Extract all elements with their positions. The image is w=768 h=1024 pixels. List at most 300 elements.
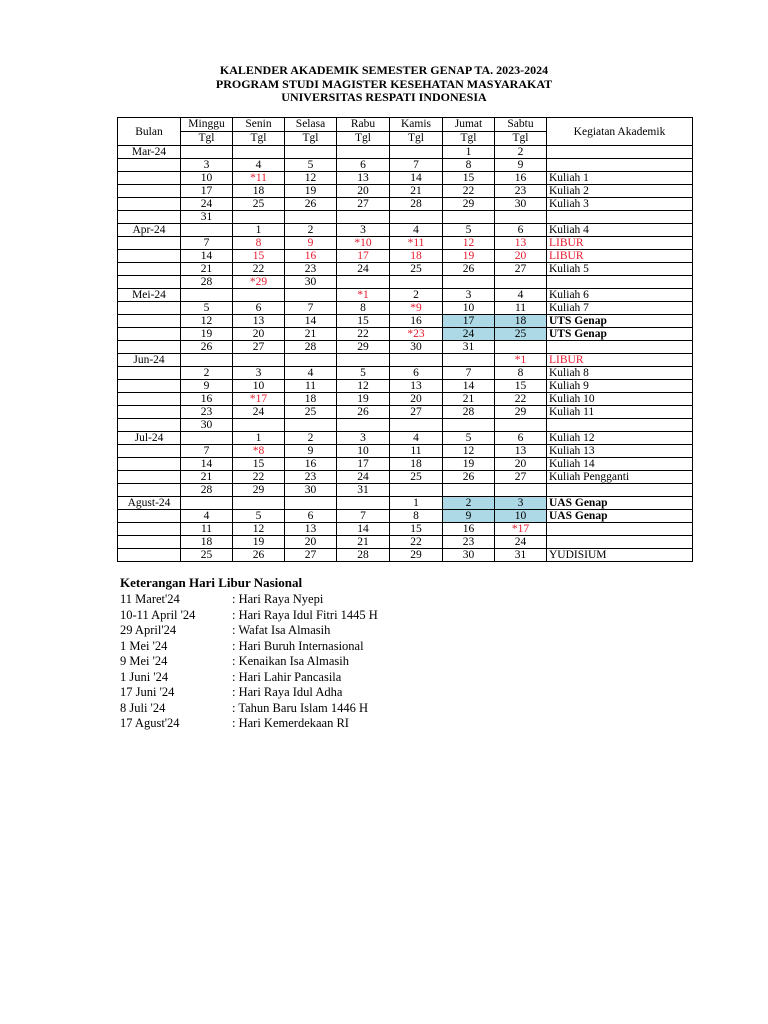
date-cell: 2: [181, 367, 233, 380]
date-cell: 26: [233, 549, 285, 562]
date-cell: 22: [233, 263, 285, 276]
date-cell: 15: [337, 315, 390, 328]
holiday-note-item: [120, 623, 378, 639]
date-cell: 6: [390, 367, 443, 380]
calendar-row: [118, 484, 693, 497]
date-cell: 18: [181, 536, 233, 549]
date-cell: 11: [181, 523, 233, 536]
date-cell: 5: [181, 302, 233, 315]
date-cell: *17: [233, 393, 285, 406]
header-bulan: Bulan: [118, 118, 181, 146]
activity-cell: Kuliah 8: [547, 367, 693, 380]
holiday-note-item: [120, 701, 378, 717]
date-cell: 4: [181, 510, 233, 523]
header-day-minggu: Minggu: [181, 118, 233, 132]
month-cell: [118, 341, 181, 354]
date-cell: 30: [285, 276, 337, 289]
date-cell: 24: [337, 471, 390, 484]
activity-cell: [547, 419, 693, 432]
holiday-note-item: [120, 685, 378, 701]
date-cell: 3: [337, 432, 390, 445]
holiday-description: : Tahun Baru Islam 1446 H: [232, 700, 369, 715]
date-cell: 25: [233, 198, 285, 211]
date-cell: 15: [233, 250, 285, 263]
date-cell: 12: [181, 315, 233, 328]
date-cell: 6: [233, 302, 285, 315]
calendar-row: [118, 237, 693, 250]
month-cell: Mar-24: [118, 146, 181, 159]
date-cell: 2: [443, 497, 495, 510]
holiday-description: : Hari Lahir Pancasila: [232, 669, 342, 684]
date-cell: 4: [495, 289, 547, 302]
date-cell: 26: [285, 198, 337, 211]
date-cell: 21: [285, 328, 337, 341]
date-cell: 18: [495, 315, 547, 328]
date-cell: 16: [390, 315, 443, 328]
date-cell: 17: [337, 250, 390, 263]
date-cell: 8: [233, 237, 285, 250]
activity-cell: UTS Genap: [547, 315, 693, 328]
activity-cell: [547, 211, 693, 224]
date-cell: 20: [495, 458, 547, 471]
holiday-description: : Wafat Isa Almasih: [232, 623, 331, 637]
date-cell: [337, 276, 390, 289]
activity-cell: LIBUR: [547, 354, 693, 367]
header-tgl: Tgl: [233, 132, 285, 146]
holiday-note-item: [120, 716, 378, 732]
date-cell: 17: [337, 458, 390, 471]
date-cell: 30: [443, 549, 495, 562]
date-cell: 23: [181, 406, 233, 419]
month-cell: [118, 276, 181, 289]
date-cell: 25: [390, 263, 443, 276]
activity-cell: Kuliah 1: [547, 172, 693, 185]
header-tgl: Tgl: [181, 132, 233, 146]
calendar-row: [118, 536, 693, 549]
holiday-date: 1 Juni '24: [120, 669, 169, 684]
holiday-date: 8 Juli '24: [120, 700, 166, 715]
date-cell: 11: [390, 445, 443, 458]
date-cell: 16: [285, 250, 337, 263]
date-cell: 23: [285, 471, 337, 484]
month-cell: [118, 419, 181, 432]
date-cell: 7: [285, 302, 337, 315]
date-cell: [495, 419, 547, 432]
holiday-description: : Hari Raya Idul Fitri 1445 H: [232, 607, 378, 622]
date-cell: 1: [233, 432, 285, 445]
month-cell: [118, 302, 181, 315]
activity-cell: Kuliah 9: [547, 380, 693, 393]
date-cell: 8: [390, 510, 443, 523]
calendar-row: [118, 276, 693, 289]
activity-cell: YUDISIUM: [547, 549, 693, 562]
calendar-row: [118, 211, 693, 224]
date-cell: 31: [181, 211, 233, 224]
calendar-row: [118, 302, 693, 315]
date-cell: 3: [495, 497, 547, 510]
date-cell: 15: [233, 458, 285, 471]
activity-cell: LIBUR: [547, 250, 693, 263]
date-cell: 24: [181, 198, 233, 211]
date-cell: 14: [181, 250, 233, 263]
calendar-row: [118, 393, 693, 406]
date-cell: 8: [443, 159, 495, 172]
date-cell: [390, 211, 443, 224]
date-cell: 3: [181, 159, 233, 172]
date-cell: 20: [390, 393, 443, 406]
activity-cell: Kuliah 7: [547, 302, 693, 315]
date-cell: 20: [337, 185, 390, 198]
notes-list: [120, 592, 378, 732]
date-cell: 13: [233, 315, 285, 328]
month-cell: [118, 315, 181, 328]
date-cell: [181, 354, 233, 367]
date-cell: 19: [181, 328, 233, 341]
date-cell: 21: [337, 536, 390, 549]
date-cell: 18: [233, 185, 285, 198]
date-cell: *23: [390, 328, 443, 341]
date-cell: 30: [495, 198, 547, 211]
date-cell: 1: [443, 146, 495, 159]
date-cell: 5: [233, 510, 285, 523]
month-cell: [118, 185, 181, 198]
date-cell: 25: [390, 471, 443, 484]
date-cell: 22: [443, 185, 495, 198]
holiday-date: 9 Mei '24: [120, 654, 168, 668]
date-cell: 3: [443, 289, 495, 302]
calendar-row: [118, 328, 693, 341]
calendar-row: [118, 523, 693, 536]
date-cell: 9: [285, 237, 337, 250]
holiday-description: : Hari Raya Idul Adha: [232, 685, 343, 699]
holiday-note-item: [120, 670, 378, 686]
activity-cell: [547, 536, 693, 549]
month-cell: [118, 406, 181, 419]
date-cell: [285, 497, 337, 510]
date-cell: 7: [390, 159, 443, 172]
date-cell: 10: [337, 445, 390, 458]
date-cell: 2: [285, 224, 337, 237]
date-cell: [390, 419, 443, 432]
date-cell: *29: [233, 276, 285, 289]
date-cell: 22: [495, 393, 547, 406]
date-cell: 24: [443, 328, 495, 341]
date-cell: 11: [285, 380, 337, 393]
header-day-kamis: Kamis: [390, 118, 443, 132]
activity-cell: Kuliah 13: [547, 445, 693, 458]
activity-cell: [547, 523, 693, 536]
date-cell: *11: [390, 237, 443, 250]
date-cell: [495, 484, 547, 497]
header-day-rabu: Rabu: [337, 118, 390, 132]
month-cell: [118, 549, 181, 562]
holiday-date: 29 April'24: [120, 623, 177, 637]
date-cell: 24: [233, 406, 285, 419]
calendar-table: [117, 117, 693, 562]
date-cell: 16: [181, 393, 233, 406]
holiday-note-item: [120, 639, 378, 655]
activity-cell: [547, 341, 693, 354]
date-cell: 9: [495, 159, 547, 172]
date-cell: 27: [337, 198, 390, 211]
date-cell: 19: [337, 393, 390, 406]
date-cell: *1: [337, 289, 390, 302]
calendar-row: [118, 185, 693, 198]
date-cell: 6: [285, 510, 337, 523]
date-cell: *8: [233, 445, 285, 458]
date-cell: 14: [285, 315, 337, 328]
date-cell: [285, 354, 337, 367]
activity-cell: [547, 484, 693, 497]
date-cell: 4: [390, 432, 443, 445]
header-day-selasa: Selasa: [285, 118, 337, 132]
date-cell: 23: [443, 536, 495, 549]
date-cell: 14: [390, 172, 443, 185]
document-title: [0, 64, 768, 105]
calendar-row: [118, 250, 693, 263]
date-cell: [390, 276, 443, 289]
date-cell: 12: [443, 445, 495, 458]
date-cell: 20: [285, 536, 337, 549]
date-cell: 21: [181, 471, 233, 484]
date-cell: 29: [495, 406, 547, 419]
month-cell: Agust-24: [118, 497, 181, 510]
date-cell: 28: [181, 276, 233, 289]
month-cell: [118, 445, 181, 458]
date-cell: 20: [233, 328, 285, 341]
activity-cell: Kuliah 5: [547, 263, 693, 276]
calendar-row: [118, 419, 693, 432]
date-cell: 16: [495, 172, 547, 185]
date-cell: [390, 484, 443, 497]
header-tgl: Tgl: [443, 132, 495, 146]
date-cell: [495, 341, 547, 354]
date-cell: 13: [495, 445, 547, 458]
date-cell: 13: [390, 380, 443, 393]
date-cell: 12: [337, 380, 390, 393]
date-cell: 18: [390, 458, 443, 471]
month-cell: [118, 159, 181, 172]
calendar-row: [118, 224, 693, 237]
date-cell: [181, 224, 233, 237]
date-cell: 28: [443, 406, 495, 419]
date-cell: 10: [233, 380, 285, 393]
date-cell: 10: [495, 510, 547, 523]
date-cell: 22: [390, 536, 443, 549]
calendar-row: [118, 471, 693, 484]
date-cell: 2: [390, 289, 443, 302]
date-cell: [337, 354, 390, 367]
date-cell: *1: [495, 354, 547, 367]
date-cell: 10: [181, 172, 233, 185]
date-cell: 22: [337, 328, 390, 341]
holiday-date: 10-11 April '24: [120, 607, 196, 622]
date-cell: 5: [337, 367, 390, 380]
month-cell: [118, 380, 181, 393]
date-cell: 30: [390, 341, 443, 354]
month-cell: Jul-24: [118, 432, 181, 445]
date-cell: 13: [495, 237, 547, 250]
date-cell: 29: [233, 484, 285, 497]
date-cell: 14: [181, 458, 233, 471]
date-cell: 7: [181, 237, 233, 250]
calendar-row: [118, 289, 693, 302]
header-tgl: Tgl: [285, 132, 337, 146]
month-cell: [118, 211, 181, 224]
date-cell: 25: [181, 549, 233, 562]
date-cell: 19: [443, 250, 495, 263]
activity-cell: UTS Genap: [547, 328, 693, 341]
date-cell: [181, 289, 233, 302]
date-cell: 4: [285, 367, 337, 380]
date-cell: 9: [285, 445, 337, 458]
activity-cell: Kuliah 14: [547, 458, 693, 471]
date-cell: 1: [233, 224, 285, 237]
calendar-row: [118, 458, 693, 471]
month-cell: [118, 367, 181, 380]
date-cell: *11: [233, 172, 285, 185]
activity-cell: UAS Genap: [547, 497, 693, 510]
activity-cell: Kuliah Pengganti: [547, 471, 693, 484]
date-cell: [233, 211, 285, 224]
activity-cell: Kuliah 4: [547, 224, 693, 237]
holiday-notes: [120, 575, 378, 732]
month-cell: Apr-24: [118, 224, 181, 237]
notes-title: Keterangan Hari Libur Nasional: [120, 575, 303, 590]
date-cell: [285, 146, 337, 159]
date-cell: 6: [337, 159, 390, 172]
date-cell: [337, 146, 390, 159]
calendar-row: [118, 341, 693, 354]
date-cell: 5: [285, 159, 337, 172]
holiday-description: : Hari Raya Nyepi: [232, 592, 324, 606]
date-cell: 4: [390, 224, 443, 237]
date-cell: 10: [443, 302, 495, 315]
month-cell: [118, 471, 181, 484]
date-cell: 21: [181, 263, 233, 276]
date-cell: 6: [495, 432, 547, 445]
date-cell: [233, 289, 285, 302]
date-cell: [233, 354, 285, 367]
date-cell: 31: [443, 341, 495, 354]
month-cell: Mei-24: [118, 289, 181, 302]
date-cell: 28: [337, 549, 390, 562]
date-cell: 13: [337, 172, 390, 185]
title-line-2: PROGRAM STUDI MAGISTER KESEHATAN MASYARAKAT: [215, 76, 553, 91]
calendar-row: [118, 445, 693, 458]
date-cell: 17: [181, 185, 233, 198]
date-cell: 7: [443, 367, 495, 380]
calendar-row: [118, 159, 693, 172]
date-cell: 8: [337, 302, 390, 315]
date-cell: 7: [337, 510, 390, 523]
date-cell: 30: [181, 419, 233, 432]
date-cell: 17: [443, 315, 495, 328]
title-line-3: UNIVERSITAS RESPATI INDONESIA: [281, 90, 487, 104]
header-tgl: Tgl: [495, 132, 547, 146]
date-cell: 24: [495, 536, 547, 549]
month-cell: Jun-24: [118, 354, 181, 367]
date-cell: [443, 276, 495, 289]
date-cell: 31: [337, 484, 390, 497]
date-cell: [181, 432, 233, 445]
activity-cell: UAS Genap: [547, 510, 693, 523]
date-cell: 5: [443, 432, 495, 445]
date-cell: [443, 484, 495, 497]
header-day-senin: Senin: [233, 118, 285, 132]
calendar-row: [118, 146, 693, 159]
date-cell: 6: [495, 224, 547, 237]
date-cell: 12: [443, 237, 495, 250]
header-day-jumat: Jumat: [443, 118, 495, 132]
activity-cell: Kuliah 10: [547, 393, 693, 406]
month-cell: [118, 198, 181, 211]
date-cell: [337, 497, 390, 510]
date-cell: 29: [390, 549, 443, 562]
date-cell: [285, 211, 337, 224]
date-cell: 20: [495, 250, 547, 263]
date-cell: 14: [443, 380, 495, 393]
holiday-description: : Kenaikan Isa Almasih: [232, 654, 349, 668]
date-cell: 25: [495, 328, 547, 341]
date-cell: 28: [181, 484, 233, 497]
holiday-note-item: [120, 592, 378, 608]
month-cell: [118, 172, 181, 185]
holiday-note-item: [120, 654, 378, 670]
date-cell: 31: [495, 549, 547, 562]
date-cell: [337, 419, 390, 432]
date-cell: 12: [233, 523, 285, 536]
title-line-1: KALENDER AKADEMIK SEMESTER GENAP TA. 2023-2024: [219, 63, 549, 77]
date-cell: [443, 419, 495, 432]
activity-cell: [547, 146, 693, 159]
month-cell: [118, 536, 181, 549]
date-cell: 9: [181, 380, 233, 393]
month-cell: [118, 250, 181, 263]
date-cell: 28: [390, 198, 443, 211]
holiday-date: 11 Maret'24: [120, 592, 180, 606]
date-cell: [443, 211, 495, 224]
calendar-body: [118, 146, 693, 562]
date-cell: [495, 276, 547, 289]
activity-cell: Kuliah 6: [547, 289, 693, 302]
date-cell: 9: [443, 510, 495, 523]
calendar-row: [118, 367, 693, 380]
calendar-row: [118, 549, 693, 562]
date-cell: 21: [390, 185, 443, 198]
date-cell: 29: [337, 341, 390, 354]
date-cell: [233, 497, 285, 510]
date-cell: 16: [285, 458, 337, 471]
date-cell: 8: [495, 367, 547, 380]
calendar-row: [118, 263, 693, 276]
date-cell: 2: [285, 432, 337, 445]
date-cell: [390, 354, 443, 367]
calendar-row: [118, 198, 693, 211]
month-cell: [118, 237, 181, 250]
date-cell: 21: [443, 393, 495, 406]
date-cell: 26: [181, 341, 233, 354]
date-cell: 23: [285, 263, 337, 276]
date-cell: 15: [390, 523, 443, 536]
activity-cell: Kuliah 3: [547, 198, 693, 211]
date-cell: [233, 419, 285, 432]
date-cell: [337, 211, 390, 224]
date-cell: 3: [233, 367, 285, 380]
date-cell: [443, 354, 495, 367]
date-cell: 30: [285, 484, 337, 497]
date-cell: 26: [337, 406, 390, 419]
